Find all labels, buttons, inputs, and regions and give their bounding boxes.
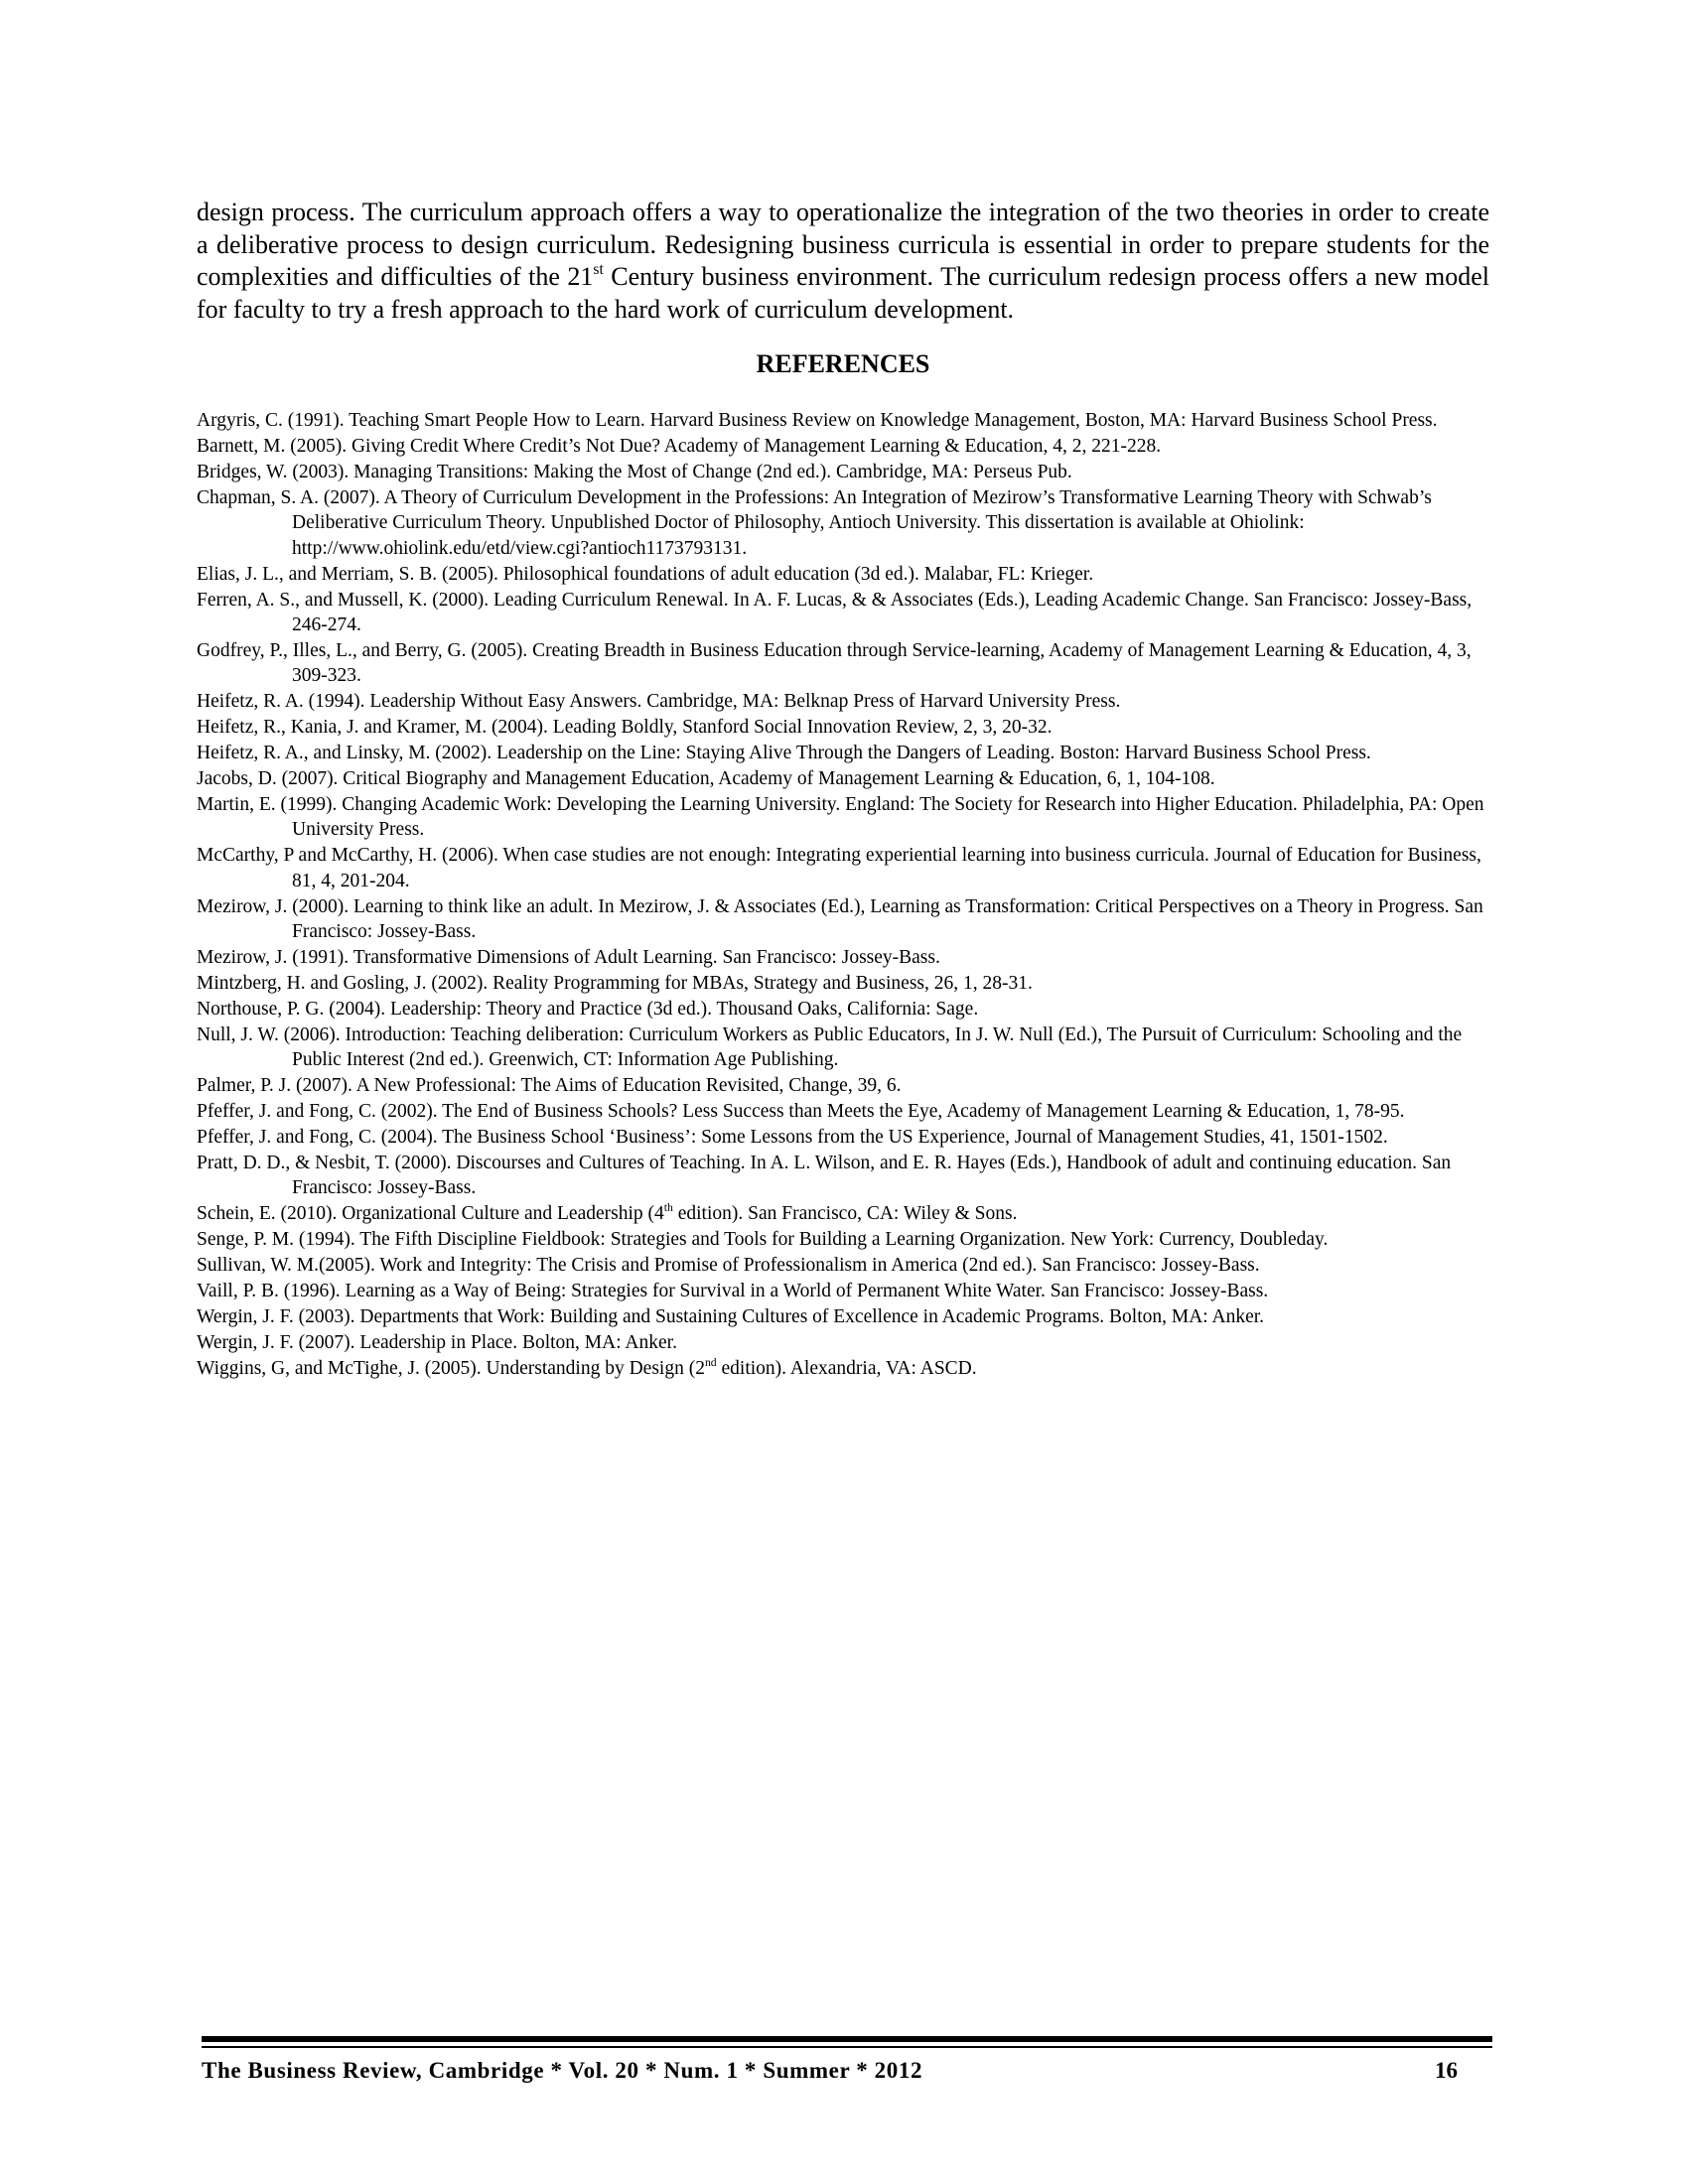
reference-entry: Pratt, D. D., & Nesbit, T. (2000). Discourses and Cultures of Teaching. In A. L. Wilson, and E. R. Hayes (Eds.), Handbook of adult and continuing education. San Francisco: Jossey-Bass.	[197, 1153, 1452, 1199]
body-paragraph	[197, 197, 1489, 326]
reference-entry: Wergin, J. F. (2007). Leadership in Place. Bolton, MA: Anker.	[197, 1332, 677, 1354]
reference-entry: Sullivan, W. M.(2005). Work and Integrity: The Crisis and Promise of Professionalism in America (2nd ed.). San Francisco: Jossey-Bass.	[197, 1255, 1260, 1277]
references-list	[197, 408, 1489, 1382]
reference-entry: Mezirow, J. (2000). Learning to think like an adult. In Mezirow, J. & Associates (Ed.), Learning as Transformation: Critical Perspectives on a Theory in Progress. San Francisco: Jossey-Bass.	[197, 895, 1483, 942]
reference-superscript: th	[663, 1200, 673, 1214]
reference-text: edition). Alexandria, VA: ASCD.	[716, 1358, 977, 1380]
reference-entry: Northouse, P. G. (2004). Leadership: Theory and Practice (3d ed.). Thousand Oaks, California: Sage.	[197, 998, 979, 1020]
reference-entry: Jacobs, D. (2007). Critical Biography and Management Education, Academy of Management Learning & Education, 6, 1, 104-108.	[197, 768, 1215, 790]
body-text-after-sup: Century business environment. The curriculum redesign process offers a new model for faculty to try a fresh approach to the hard work of curriculum development.	[197, 262, 1490, 324]
reference-entry: McCarthy, P and McCarthy, H. (2006). When case studies are not enough: Integrating experiential learning into business curricula. Journal of Education for Business, 81, 4, 201-204.	[197, 845, 1481, 891]
body-text-superscript: st	[593, 260, 604, 278]
reference-entry: Vaill, P. B. (1996). Learning as a Way of Being: Strategies for Survival in a World of Permanent White Water. San Francisco: Jossey-Bass.	[197, 1281, 1269, 1302]
reference-entry	[197, 1356, 1489, 1381]
reference-entry: Wergin, J. F. (2003). Departments that Work: Building and Sustaining Cultures of Excellence in Academic Programs. Bolton, MA: Anker.	[197, 1306, 1265, 1328]
reference-entry: Barnett, M. (2005). Giving Credit Where Credit’s Not Due? Academy of Management Learning & Education, 4, 2, 221-228.	[197, 435, 1162, 457]
references-heading: REFERENCES	[756, 349, 930, 378]
reference-entry: Martin, E. (1999). Changing Academic Work: Developing the Learning University. England: The Society for Research into Higher Education. Philadelphia, PA: Open University Press.	[197, 794, 1484, 841]
reference-entry: Mintzberg, H. and Gosling, J. (2002). Reality Programming for MBAs, Strategy and Business, 26, 1, 28-31.	[197, 972, 1033, 994]
reference-entry: Heifetz, R. A., and Linsky, M. (2002). Leadership on the Line: Staying Alive Through the Dangers of Leading. Boston: Harvard Business School Press.	[197, 743, 1371, 764]
reference-entry: Pfeffer, J. and Fong, C. (2002). The End of Business Schools? Less Success than Meets the Eye, Academy of Management Learning & Education, 1, 78-95.	[197, 1101, 1405, 1123]
page-footer	[202, 2055, 1492, 2087]
reference-text: Wiggins, G, and McTighe, J. (2005). Understanding by Design (2	[197, 1358, 705, 1380]
reference-entry: Ferren, A. S., and Mussell, K. (2000). Leading Curriculum Renewal. In A. F. Lucas, & & Associates (Eds.), Leading Academic Change. San Francisco: Jossey-Bass, 246-274.	[197, 589, 1473, 635]
reference-entry: Bridges, W. (2003). Managing Transitions: Making the Most of Change (2nd ed.). Cambridge, MA: Perseus Pub.	[197, 461, 1072, 482]
reference-entry: Pfeffer, J. and Fong, C. (2004). The Business School ‘Business’: Some Lessons from the US Experience, Journal of Management Studies, 41, 1501-1502.	[197, 1127, 1388, 1149]
reference-entry: Null, J. W. (2006). Introduction: Teaching deliberation: Curriculum Workers as Public Educators, In J. W. Null (Ed.), The Pursuit of Curriculum: Schooling and the Public Interest (2nd ed.). Greenwich, CT: Information Age Publishing.	[197, 1024, 1463, 1071]
reference-entry: Palmer, P. J. (2007). A New Professional: The Aims of Education Revisited, Change, 39, 6.	[197, 1075, 902, 1097]
reference-entry	[197, 1201, 1489, 1226]
footer-rule-thin	[202, 2046, 1492, 2048]
reference-entry: Chapman, S. A. (2007). A Theory of Curriculum Development in the Professions: An Integration of Mezirow’s Transformative Learning Theory with Schwab’s Deliberative Curriculum Theory. Unpublished Doctor of Philosophy, Antioch University. This dissertation is available at Ohiolink: http://www.ohiolink.edu/etd/view.cgi?antioch1173793131.	[197, 486, 1432, 559]
body-text-before-sup: design process. The curriculum approach offers a way to operationalize the integration of the two theories in order to create a deliberative process to design curriculum. Redesigning business curricula is essential in order to prepare students for the complexities and difficulties of the 21	[197, 198, 1489, 291]
reference-entry: Heifetz, R., Kania, J. and Kramer, M. (2004). Leading Boldly, Stanford Social Innovation Review, 2, 3, 20-32.	[197, 717, 1053, 739]
reference-text: edition). San Francisco, CA: Wiley & Sons.	[672, 1203, 1018, 1225]
journal-citation: The Business Review, Cambridge * Vol. 20 * Num. 1 * Summer * 2012	[202, 2058, 923, 2083]
reference-superscript: nd	[704, 1355, 717, 1369]
footer-rule-thick	[202, 2036, 1492, 2042]
reference-entry: Elias, J. L., and Merriam, S. B. (2005). Philosophical foundations of adult education (3d ed.). Malabar, FL: Krieger.	[197, 563, 1094, 585]
reference-entry: Heifetz, R. A. (1994). Leadership Without Easy Answers. Cambridge, MA: Belknap Press of Harvard University Press.	[197, 691, 1121, 713]
reference-entry: Argyris, C. (1991). Teaching Smart People How to Learn. Harvard Business Review on Knowledge Management, Boston, MA: Harvard Business School Press.	[197, 410, 1438, 431]
reference-entry: Godfrey, P., Illes, L., and Berry, G. (2005). Creating Breadth in Business Education through Service-learning, Academy of Management Learning & Education, 4, 3, 309-323.	[197, 639, 1472, 687]
page-number: 16	[1435, 2058, 1458, 2083]
reference-entry: Senge, P. M. (1994). The Fifth Discipline Fieldbook: Strategies and Tools for Building a Learning Organization. New York: Currency, Doubleday.	[197, 1229, 1329, 1251]
reference-text: Schein, E. (2010). Organizational Culture and Leadership (4	[197, 1203, 664, 1225]
reference-entry: Mezirow, J. (1991). Transformative Dimensions of Adult Learning. San Francisco: Jossey-Bass.	[197, 946, 940, 968]
